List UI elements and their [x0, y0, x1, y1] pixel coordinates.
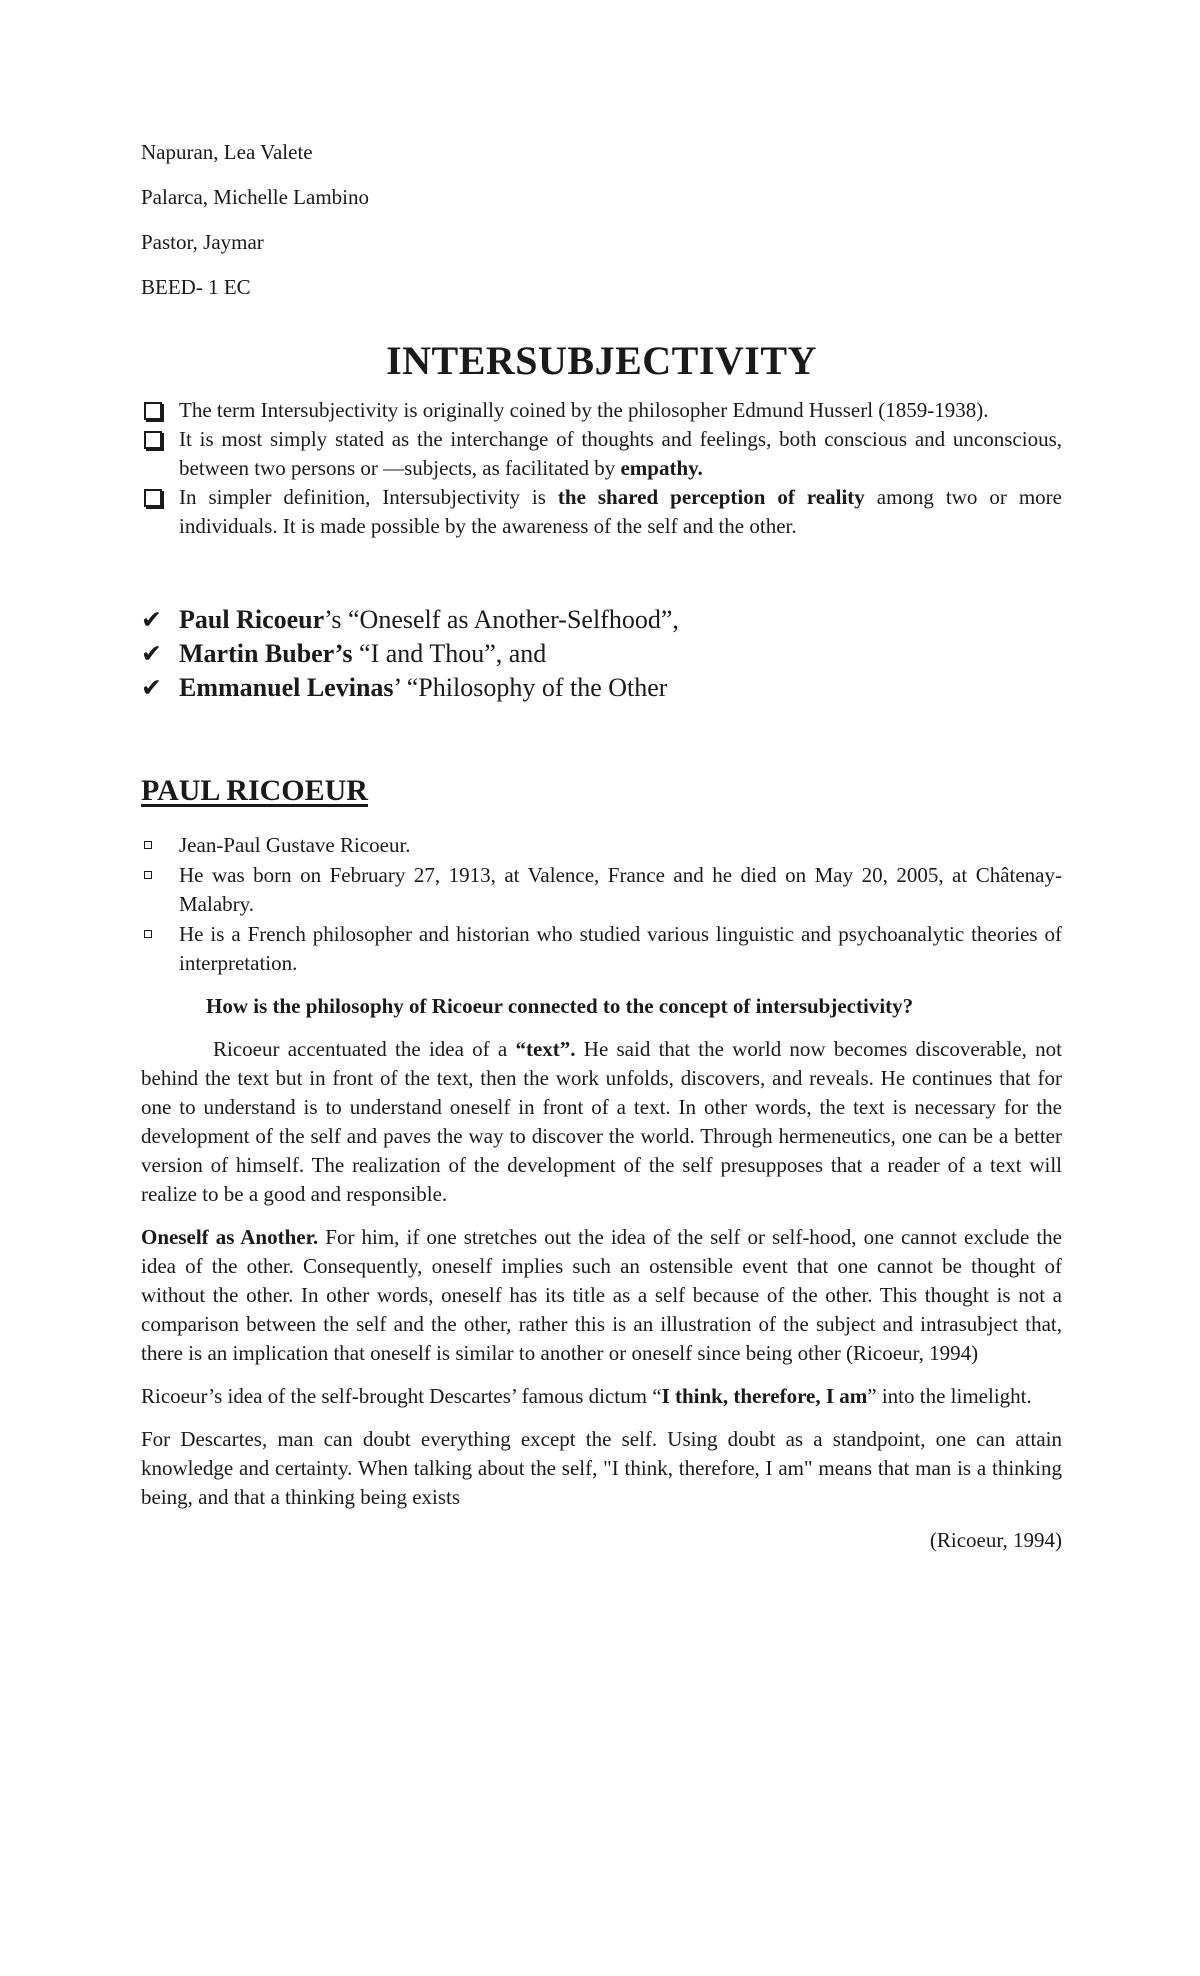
list-item	[141, 603, 1062, 637]
list-item-text: The term Intersubjectivity is originally coined by the philosopher Edmund Husserl (1859-1938).	[179, 398, 989, 422]
philosopher-name: Emmanuel Levinas	[179, 673, 394, 702]
philosophers-list	[141, 603, 1062, 705]
square-bullet-icon	[144, 871, 152, 879]
list-item	[141, 671, 1062, 705]
author-line: Palarca, Michelle Lambino	[141, 185, 369, 209]
course-line: BEED- 1 EC	[141, 275, 251, 299]
paragraph	[141, 1035, 1062, 1209]
author-block	[141, 138, 1062, 302]
emphasis-text: empathy.	[620, 456, 703, 480]
philosopher-work: “I and Thou”, and	[352, 639, 547, 668]
checkmark-icon: ✔	[141, 605, 162, 634]
paragraph-text: ” into the limelight.	[867, 1384, 1032, 1408]
philosopher-work: ’s “Oneself as Another-Selfhood”,	[324, 605, 679, 634]
list-item-text: In simpler definition, Intersubjectivity is	[179, 485, 558, 509]
philosopher-name: Paul Ricoeur	[179, 605, 325, 634]
emphasis-text: the shared perception of reality	[557, 485, 865, 509]
list-item	[141, 637, 1062, 671]
paragraph: For Descartes, man can doubt everything except the self. Using doubt as a standpoint, one can attain knowledge and certainty. When talking about the self, "I think, therefore, I am" means that man is a thinking being, and that a thinking being exists	[141, 1427, 1062, 1509]
document-title: INTERSUBJECTIVITY	[386, 338, 817, 383]
list-item-text: Jean-Paul Gustave Ricoeur.	[179, 833, 411, 857]
question-heading: How is the philosophy of Ricoeur connected to the concept of intersubjectivity?	[206, 994, 914, 1018]
checkmark-icon: ✔	[141, 673, 162, 702]
paragraph	[141, 1382, 1062, 1411]
paragraph-text: For him, if one stretches out the idea of the self or self-hood, one cannot exclude the idea of the other. Consequently, oneself implies such an ostensible event that one cannot be thought of without the other. In other words, oneself has its title as a self because of the other. This thought is not a comparison between the self and the other, rather this is an illustration of the subject and intrasubject that, there is an implication that oneself is similar to another or oneself since being other (Ricoeur, 1994)	[141, 1225, 1062, 1365]
paragraph-text: Ricoeur’s idea of the self-brought Descartes’ famous dictum “	[141, 1384, 662, 1408]
list-item	[141, 483, 1062, 541]
emphasis-text: Oneself as Another.	[141, 1225, 319, 1249]
checkbox-bullet-icon	[144, 489, 162, 507]
bio-list	[141, 831, 1062, 978]
section-heading: PAUL RICOEUR	[141, 774, 368, 807]
philosopher-name: Martin Buber’s	[179, 639, 353, 668]
list-item-text: He is a French philosopher and historian who studied various linguistic and psychoanalytic theories of interpretation.	[179, 922, 1062, 975]
list-item-text: It is most simply stated as the interchange of thoughts and feelings, both conscious and unconscious, between two persons or ―subjects, as facilitated by	[179, 427, 1062, 480]
list-item	[141, 425, 1062, 483]
list-item-text: He was born on February 27, 1913, at Valence, France and he died on May 20, 2005, at Châtenay-Malabry.	[179, 863, 1062, 916]
author-line: Napuran, Lea Valete	[141, 140, 313, 164]
list-item	[141, 920, 1062, 978]
emphasis-text: I think, therefore, I am	[661, 1384, 868, 1408]
author-line: Pastor, Jaymar	[141, 230, 264, 254]
document-page	[141, 138, 1062, 1555]
checkbox-bullet-icon	[144, 402, 162, 420]
square-bullet-icon	[144, 841, 152, 849]
checkmark-icon: ✔	[141, 639, 162, 668]
paragraph-text: Ricoeur accentuated the idea of a	[213, 1037, 516, 1061]
list-item	[141, 396, 1062, 425]
emphasis-text: “text”.	[515, 1037, 576, 1061]
intro-list	[141, 396, 1062, 541]
list-item-text: among two or more individuals. It is made possible by the awareness of the self and the other.	[179, 485, 1062, 538]
paragraph	[141, 1223, 1062, 1368]
philosopher-work: ’ “Philosophy of the Other	[393, 673, 668, 702]
checkbox-bullet-icon	[144, 431, 162, 449]
citation: (Ricoeur, 1994)	[929, 1528, 1062, 1552]
list-item	[141, 861, 1062, 919]
square-bullet-icon	[144, 930, 152, 938]
list-item	[141, 831, 1062, 860]
paragraph-text: He said that the world now becomes discoverable, not behind the text but in front of the text, then the work unfolds, discovers, and reveals. He continues that for one to understand is to understand oneself in front of a text. In other words, the text is necessary for the development of the self and paves the way to discover the world. Through hermeneutics, one can be a better version of himself. The realization of the development of the self presupposes that a reader of a text will realize to be a good and responsible.	[141, 1037, 1062, 1206]
